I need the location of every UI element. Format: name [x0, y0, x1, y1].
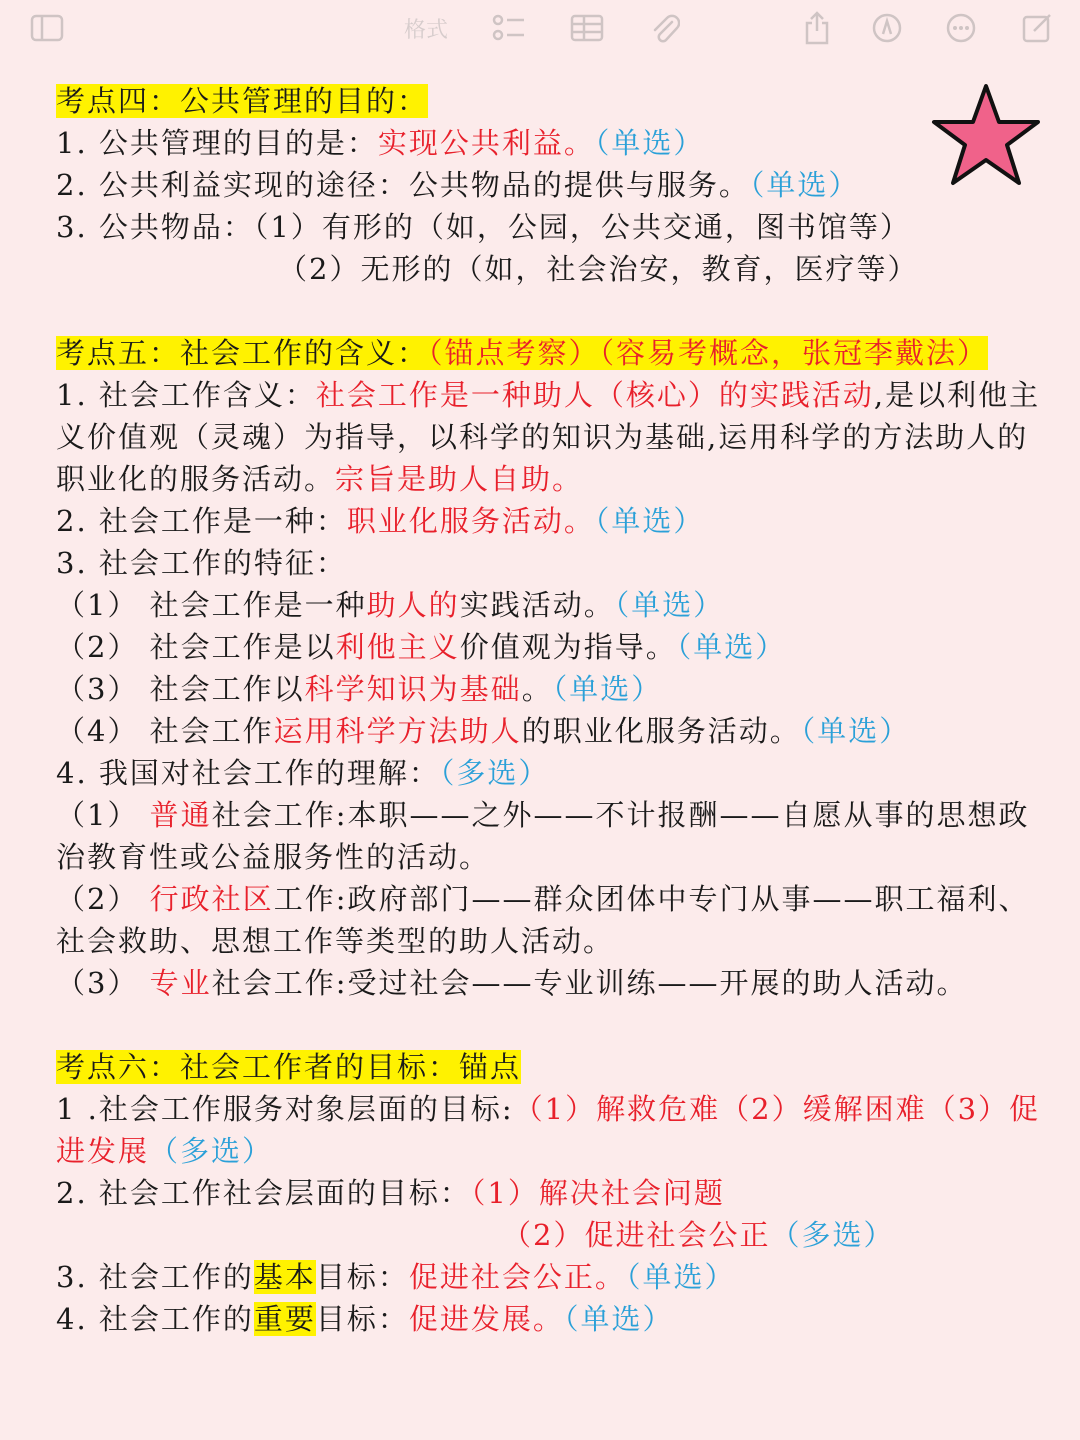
paperclip-icon[interactable]	[646, 10, 684, 46]
section-6-title: 考点六：社会工作者的目标：锚点	[56, 1050, 522, 1084]
s5-line-4: 4. 我国对社会工作的理解：（多选）	[56, 756, 550, 790]
share-icon[interactable]	[798, 10, 836, 46]
s4-line-2: 2. 公共利益实现的途径：公共物品的提供与服务。（单选）	[56, 168, 860, 202]
s5-line-3: 3. 社会工作的特征：	[56, 546, 347, 580]
s4-line-1: 1. 公共管理的目的是：实现公共利益。（单选）	[56, 126, 705, 160]
checklist-icon[interactable]	[490, 10, 528, 46]
s5-feature-3: （3） 社会工作以科学知识为基础。（单选）	[56, 672, 663, 706]
note-body[interactable]	[56, 80, 1056, 1340]
s5-feature-1: （1） 社会工作是一种助人的实践活动。（单选）	[56, 588, 725, 622]
s5-feature-2: （2） 社会工作是以利他主义价值观为指导。（单选）	[56, 630, 787, 664]
format-button[interactable]: 格式	[403, 17, 448, 43]
compose-icon[interactable]	[1018, 10, 1056, 46]
s4-line-4: （2）无形的（如，社会治安，教育，医疗等）	[278, 252, 919, 286]
s5-line-2: 2. 社会工作是一种：职业化服务活动。（单选）	[56, 504, 705, 538]
table-icon[interactable]	[568, 10, 606, 46]
s5-understanding-1: （1） 普通社会工作:本职——之外——不计报酬——自愿从事的思想政治教育性或公益服务性的活动。	[56, 798, 1030, 874]
s5-understanding-2: （2） 行政社区工作:政府部门——群众团体中专门从事——职工福利、社会救助、思想工作等类型的助人活动。	[56, 882, 1030, 958]
markup-pen-icon[interactable]	[868, 10, 906, 46]
s6-line-1: 1 .社会工作服务对象层面的目标:（1）解救危难（2）缓解困难（3）促进发展（多选）	[56, 1092, 1041, 1168]
s6-line-3: （2）促进社会公正（多选）	[502, 1218, 895, 1252]
toolbar	[0, 0, 1080, 58]
s6-line-4: 3. 社会工作的基本目标：促进社会公正。（单选）	[56, 1260, 736, 1294]
section-5-title: 考点五：社会工作的含义：（锚点考察）（容易考概念，张冠李戴法）	[56, 336, 989, 370]
section-4-title: 考点四：公共管理的目的：	[56, 84, 429, 118]
s5-understanding-3: （3） 专业社会工作:受过社会——专业训练——开展的助人活动。	[56, 966, 968, 1000]
s5-feature-4: （4） 社会工作运用科学方法助人的职业化服务活动。（单选）	[56, 714, 911, 748]
s6-line-2: 2. 社会工作社会层面的目标：（1）解决社会问题	[56, 1176, 725, 1210]
sidebar-icon[interactable]	[28, 10, 66, 46]
s5-definition: 1. 社会工作含义：社会工作是一种助人（核心）的实践活动,是以利他主义价值观（灵魂）为指导，以科学的知识为基础,运用科学的方法助人的职业化的服务活动。宗旨是助人自助。	[56, 378, 1041, 496]
s4-line-3: 3. 公共物品：（1）有形的（如，公园，公共交通，图书馆等）	[56, 210, 911, 244]
more-icon[interactable]	[942, 10, 980, 46]
s6-line-5: 4. 社会工作的重要目标：促进发展。（单选）	[56, 1302, 674, 1336]
